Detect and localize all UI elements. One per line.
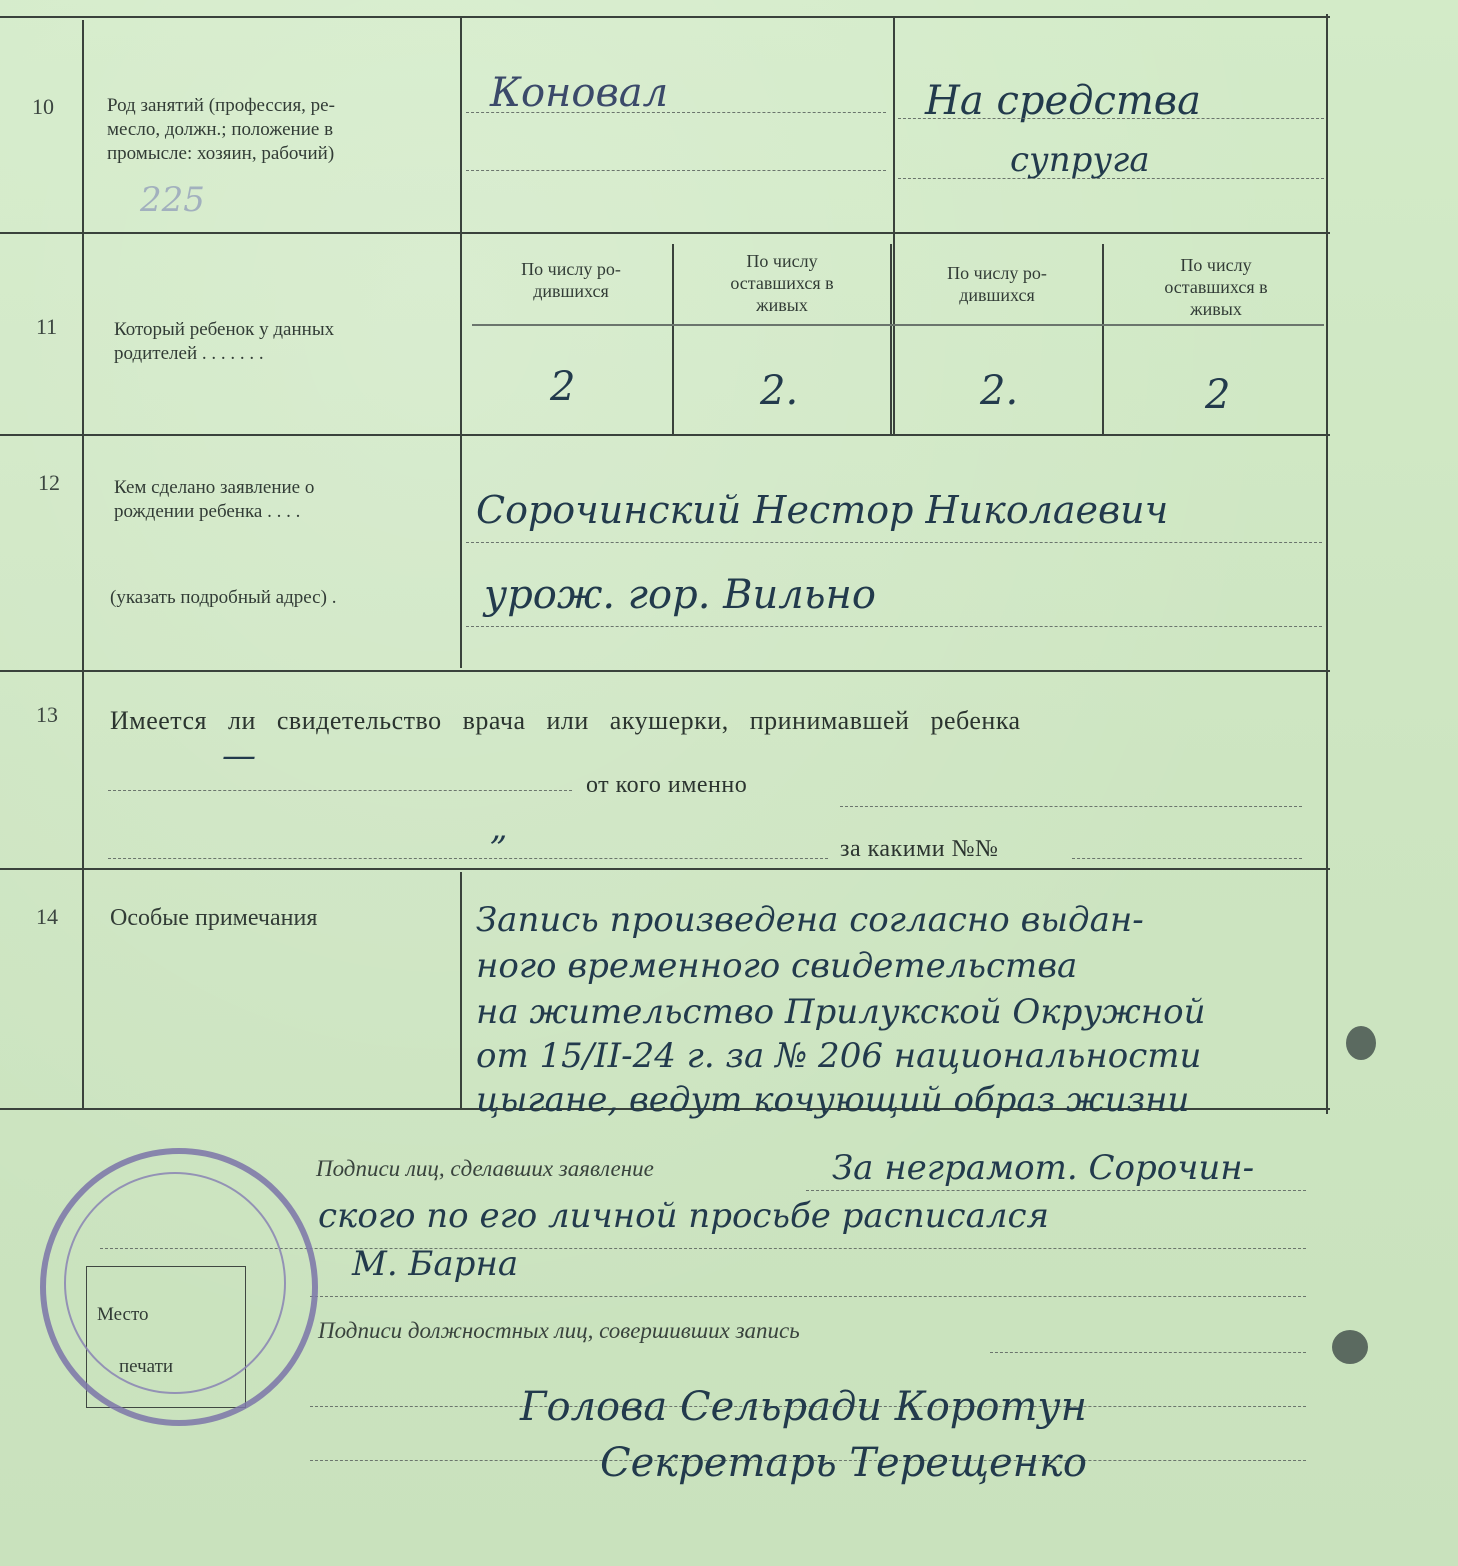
rule-12-13	[0, 670, 1330, 672]
dotline	[806, 1190, 1306, 1191]
col-alive-father: По числу оставшихся в живых	[730, 251, 834, 315]
mother-occupation-2: супруга	[1010, 140, 1150, 180]
remarks-line-1: Запись произведена согласно выдан-	[476, 900, 1144, 940]
dotline	[108, 790, 572, 791]
applicant-address: урож. гор. Вильно	[484, 572, 876, 618]
applicant-name: Сорочинский Нестор Николаевич	[476, 488, 1169, 532]
alive-father-value: 2.	[760, 368, 799, 414]
rule-13-14	[0, 868, 1330, 870]
rule-11-sub	[472, 324, 1324, 326]
row-number-13: 13	[36, 702, 58, 727]
col-born-father: По числу ро- дившихся	[521, 259, 621, 301]
col-sep-11b	[890, 244, 892, 434]
born-father-value: 2	[550, 364, 576, 410]
remarks-line-3: на жительство Прилукской Окружной	[476, 992, 1206, 1032]
punch-hole	[1332, 1330, 1368, 1364]
mother-occupation-1: На средства	[925, 78, 1201, 124]
dotline	[466, 170, 886, 171]
row-number-14: 14	[36, 904, 58, 929]
round-stamp-inner	[64, 1172, 286, 1394]
dotline	[466, 112, 886, 113]
col-sep-11c	[1102, 244, 1104, 434]
remarks-line-2: ного временного свидетельства	[476, 946, 1078, 986]
rule-top	[0, 16, 1330, 18]
applicant-signature: М. Барна	[352, 1244, 519, 1284]
applicants-signature-label: Подписи лиц, сделавших заявление	[316, 1156, 654, 1181]
remarks-line-4: от 15/II-24 г. за № 206 национальности	[476, 1036, 1202, 1076]
dotline	[466, 542, 1322, 543]
dotline	[898, 118, 1324, 119]
row-number-11: 11	[36, 314, 58, 339]
col-born-mother: По числу ро- дившихся	[947, 263, 1047, 305]
dotline	[898, 178, 1324, 179]
official-signature-head: Голова Сельради Коротун	[520, 1384, 1087, 1430]
remarks-line-5: цыгане, ведут кочующий образ жизни	[476, 1080, 1190, 1120]
father-occupation: Коновал	[490, 70, 669, 116]
address-label: (указать подробный адрес) .	[110, 587, 337, 608]
from-whom-label: от кого именно	[586, 772, 748, 798]
dotline	[310, 1296, 1306, 1297]
col-sep-14	[460, 872, 462, 1108]
frame-left-inner	[82, 20, 84, 1110]
seal-label-2: печати	[119, 1356, 174, 1377]
applicant-label: Кем сделано заявление о рождении ребенка . . . .	[114, 477, 315, 522]
row-number-10: 10	[32, 94, 54, 119]
col-alive-mother: По числу оставшихся в живых	[1164, 255, 1268, 319]
seal-label-1: Место	[97, 1304, 149, 1325]
round-stamp	[40, 1148, 318, 1426]
by-numbers-label: за какими №№	[840, 836, 999, 862]
col-sep-parents	[893, 16, 895, 434]
dotline	[840, 806, 1302, 807]
dotline	[108, 858, 828, 859]
rule-10-11	[0, 232, 1330, 234]
col-sep-11a	[672, 244, 674, 434]
dotline	[990, 1352, 1306, 1353]
dotline	[1072, 858, 1302, 859]
rule-11-12	[0, 434, 1330, 436]
occupation-label: Род занятий (профессия, ре- месло, должн.; положение в промысле: хозяин, рабочий)	[107, 95, 335, 164]
applicants-text-1: За неграмот. Сорочин-	[832, 1148, 1255, 1188]
dotline	[466, 626, 1322, 627]
official-signature-secretary: Секретарь Терещенко	[600, 1440, 1087, 1486]
frame-right	[1326, 14, 1328, 1114]
child-order-label: Который ребенок у данных родителей . . . . . . .	[114, 319, 335, 364]
born-mother-value: 2.	[980, 368, 1019, 414]
mark-dash: —	[222, 736, 256, 776]
col-sep-label	[460, 16, 462, 668]
punch-hole	[1346, 1026, 1376, 1060]
alive-mother-value: 2	[1205, 372, 1231, 418]
remarks-label: Особые примечания	[110, 905, 318, 931]
doctor-certificate-question: Имеется ли свидетельство врача или акушерки, принимавшей ребенка	[110, 706, 1021, 735]
mark-ditto: „	[490, 808, 508, 848]
row-number-12: 12	[38, 470, 60, 495]
officials-signature-label: Подписи должностных лиц, совершивших запись	[318, 1318, 800, 1343]
margin-pencil-note: 225	[140, 180, 205, 220]
applicants-text-2: ского по его личной просьбе расписался	[318, 1196, 1050, 1236]
